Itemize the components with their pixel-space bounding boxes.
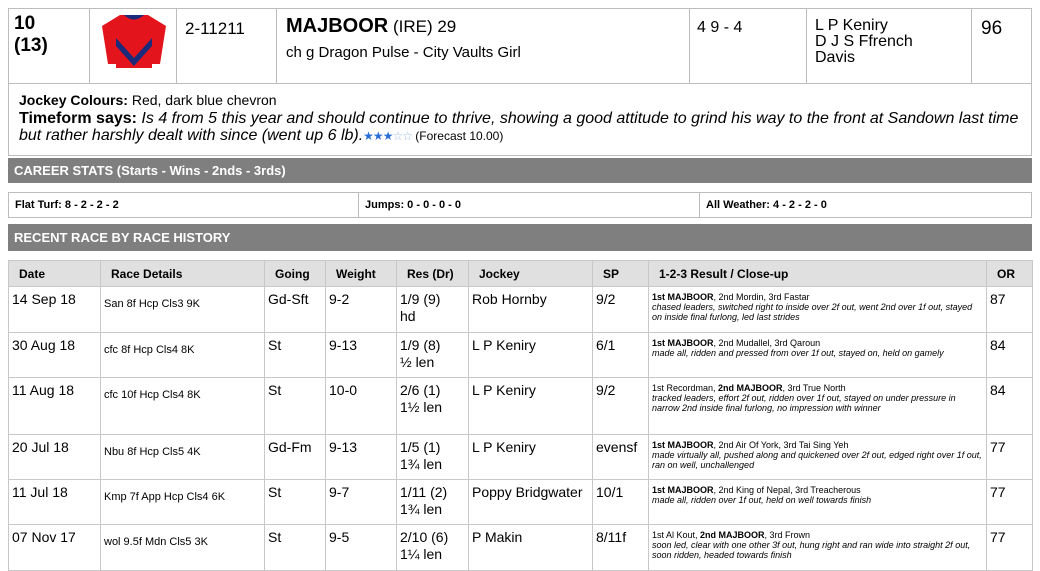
cell-race-details[interactable]: Kmp 7f App Hcp Cls4 6K	[101, 480, 265, 525]
jockey-silk-icon	[100, 12, 168, 70]
cell-going: St	[265, 480, 326, 525]
number-cell	[8, 8, 90, 84]
cell-race-details[interactable]: Nbu 8f Hcp Cls5 4K	[101, 435, 265, 480]
cell-jockey[interactable]: Rob Hornby	[469, 287, 593, 333]
cell-result	[397, 378, 469, 435]
result-distance: hd	[400, 308, 416, 324]
cell-result	[397, 333, 469, 378]
cell-date: 11 Jul 18	[9, 480, 101, 525]
cell-going: Gd-Sft	[265, 287, 326, 333]
table-row[interactable]	[9, 287, 1033, 333]
career-stats-row	[8, 192, 1032, 218]
cell-result	[397, 480, 469, 525]
cell-date: 11 Aug 18	[9, 378, 101, 435]
cell-jockey[interactable]: Poppy Bridgwater	[469, 480, 593, 525]
result-position: 1/5 (1)	[400, 439, 441, 455]
cell-going: St	[265, 378, 326, 435]
result-line	[652, 440, 983, 450]
result-post: , 3rd Frown	[764, 530, 811, 540]
trainer-jockey	[815, 18, 913, 66]
result-pre: 1st Al Kout,	[652, 530, 698, 540]
result-position: 1/11 (2)	[400, 484, 448, 500]
cell-jockey[interactable]: P Makin	[469, 525, 593, 571]
connections-cell	[806, 8, 972, 84]
table-row[interactable]	[9, 525, 1033, 571]
cell-close-up	[649, 525, 987, 571]
connection-line-1: L P Keniry	[815, 17, 888, 34]
col-header-jockey[interactable]: Jockey	[469, 261, 593, 287]
cell-race-details[interactable]: wol 9.5f Mdn Cls5 3K	[101, 525, 265, 571]
cell-result	[397, 435, 469, 480]
runner-draw: (13)	[14, 35, 48, 56]
cell-close-up	[649, 287, 987, 333]
jockey-colours-label: Jockey Colours:	[19, 92, 128, 108]
name-cell	[276, 8, 690, 84]
connection-line-3: Davis	[815, 49, 856, 66]
result-line	[652, 338, 983, 348]
cell-close-up	[649, 435, 987, 480]
age-weight: 4 9 - 4	[697, 19, 743, 36]
cell-sp: evensf	[593, 435, 649, 480]
cell-date: 07 Nov 17	[9, 525, 101, 571]
table-row[interactable]	[9, 435, 1033, 480]
table-row[interactable]	[9, 480, 1033, 525]
col-header-race-details[interactable]: Race Details	[101, 261, 265, 287]
result-line	[652, 292, 983, 302]
cell-race-details[interactable]: cfc 8f Hcp Cls4 8K	[101, 333, 265, 378]
rating-cell	[971, 8, 1032, 84]
table-header-row	[9, 261, 1033, 287]
forecast-price: (Forecast 10.00)	[411, 129, 504, 143]
jockey-colours	[19, 92, 277, 108]
cell-weight: 10-0	[326, 378, 397, 435]
col-header-result[interactable]: Res (Dr)	[397, 261, 469, 287]
result-position: 2/10 (6)	[400, 529, 449, 545]
cell-going: Gd-Fm	[265, 435, 326, 480]
close-up-comment: made all, ridden over 1f out, held on well towards finish	[652, 495, 872, 505]
race-history-header: RECENT RACE BY RACE HISTORY	[8, 224, 1032, 251]
cell-sp: 8/11f	[593, 525, 649, 571]
career-stats-header: CAREER STATS (Starts - Wins - 2nds - 3rds)	[8, 158, 1032, 183]
cell-or: 77	[987, 435, 1033, 480]
cell-weight: 9-7	[326, 480, 397, 525]
col-header-weight[interactable]: Weight	[326, 261, 397, 287]
close-up-comment: made virtually all, pushed along and quickened over 2f out, edged right over 1f out, ran on well, unchallenged	[652, 450, 982, 470]
result-first: 1st MAJBOOR	[652, 440, 714, 450]
result-distance: 1¾ len	[400, 501, 443, 517]
cell-sp: 10/1	[593, 480, 649, 525]
col-header-or[interactable]: OR	[987, 261, 1033, 287]
result-mid: , 2nd Mordin, 3rd Fastar	[713, 292, 810, 302]
cell-or: 77	[987, 480, 1033, 525]
result-line	[652, 530, 983, 540]
cell-race-details[interactable]: cfc 10f Hcp Cls4 8K	[101, 378, 265, 435]
form-cell	[176, 8, 277, 84]
cell-close-up	[649, 480, 987, 525]
result-distance: 1¼ len	[400, 546, 443, 562]
silk-cell	[89, 8, 177, 84]
cell-weight: 9-5	[326, 525, 397, 571]
age-weight-cell	[689, 8, 807, 84]
result-mid: , 2nd King of Nepal, 3rd Treacherous	[713, 485, 861, 495]
horse-title	[286, 15, 456, 38]
result-distance: ½ len	[400, 354, 435, 370]
cell-or: 77	[987, 525, 1033, 571]
result-first: 1st MAJBOOR	[652, 338, 714, 348]
cell-jockey[interactable]: L P Keniry	[469, 435, 593, 480]
connection-line-2: D J S Ffrench	[815, 33, 913, 50]
cell-weight: 9-13	[326, 435, 397, 480]
horse-name[interactable]: MAJBOOR	[286, 15, 389, 37]
runner-form: 2-11211	[185, 19, 245, 38]
table-row[interactable]	[9, 333, 1033, 378]
result-first: 1st MAJBOOR	[652, 485, 714, 495]
cell-result	[397, 525, 469, 571]
cell-going: St	[265, 333, 326, 378]
cell-date: 14 Sep 18	[9, 287, 101, 333]
star-rating-icon	[363, 129, 412, 143]
col-header-date[interactable]: Date	[9, 261, 101, 287]
cell-or: 84	[987, 378, 1033, 435]
cell-sp: 6/1	[593, 333, 649, 378]
cell-weight: 9-13	[326, 333, 397, 378]
cell-result	[397, 287, 469, 333]
col-header-going[interactable]: Going	[265, 261, 326, 287]
career-jumps: Jumps: 0 - 0 - 0 - 0	[365, 199, 461, 211]
cell-sp: 9/2	[593, 287, 649, 333]
divider	[358, 192, 359, 218]
cell-close-up	[649, 378, 987, 435]
result-mid: , 2nd Mudallel, 3rd Qaroun	[713, 338, 821, 348]
cell-sp: 9/2	[593, 378, 649, 435]
result-pre: 1st Recordman,	[652, 383, 716, 393]
result-position: 1/9 (9)	[400, 291, 441, 307]
result-post: , 3rd True North	[782, 383, 846, 393]
cell-going: St	[265, 525, 326, 571]
stars-filled: ★★★	[363, 129, 393, 143]
timeform-label: Timeform says:	[19, 110, 137, 127]
result-first: 1st MAJBOOR	[652, 292, 714, 302]
col-header-close-up[interactable]: 1-2-3 Result / Close-up	[649, 261, 987, 287]
close-up-comment: made all, ridden and pressed from over 1f out, stayed on, held on gamely	[652, 348, 944, 358]
runner-rating: 96	[981, 18, 1003, 39]
result-bold: 2nd MAJBOOR	[715, 383, 783, 393]
stars-empty: ☆☆	[392, 129, 412, 143]
result-position: 2/6 (1)	[400, 382, 441, 398]
result-line	[652, 485, 983, 495]
race-history-table	[8, 260, 1033, 571]
result-distance: 1¾ len	[400, 456, 443, 472]
result-bold: 2nd MAJBOOR	[697, 530, 765, 540]
runner-number: 10	[14, 13, 36, 34]
career-flat: Flat Turf: 8 - 2 - 2 - 2	[15, 199, 119, 211]
jockey-colours-value: Red, dark blue chevron	[127, 92, 277, 108]
info-box	[8, 84, 1032, 156]
cell-jockey[interactable]: L P Keniry	[469, 378, 593, 435]
cell-date: 30 Aug 18	[9, 333, 101, 378]
cell-date: 20 Jul 18	[9, 435, 101, 480]
cell-or: 84	[987, 333, 1033, 378]
cell-close-up	[649, 333, 987, 378]
result-line	[652, 383, 983, 393]
cell-race-details[interactable]: San 8f Hcp Cls3 9K	[101, 287, 265, 333]
divider	[699, 192, 700, 218]
close-up-comment: tracked leaders, effort 2f out, ridden over 1f out, stayed on under pressure in narrow 2nd inside final furlong, no impression with winner	[652, 393, 956, 413]
close-up-comment: soon led, clear with one other 3f out, hung right and ran wide into straight 2f out, soon ridden, headed towards finish	[652, 540, 971, 560]
career-all-weather: All Weather: 4 - 2 - 2 - 0	[706, 199, 827, 211]
result-position: 1/9 (8)	[400, 337, 441, 353]
col-header-sp[interactable]: SP	[593, 261, 649, 287]
cell-weight: 9-2	[326, 287, 397, 333]
cell-jockey[interactable]: L P Keniry	[469, 333, 593, 378]
close-up-comment: chased leaders, switched right to inside over 2f out, went 2nd over 1f out, stayed on inside final furlong, led last strides	[652, 302, 973, 322]
result-mid: , 2nd Air Of York, 3rd Tai Sing Yeh	[713, 440, 849, 450]
horse-country-age: (IRE) 29	[388, 17, 457, 36]
cell-or: 87	[987, 287, 1033, 333]
table-row[interactable]	[9, 378, 1033, 435]
horse-breeding: ch g Dragon Pulse - City Vaults Girl	[286, 44, 521, 61]
result-distance: 1½ len	[400, 399, 443, 415]
timeform-comment: Is 4 from 5 this year and should continue to thrive, showing a good attitude to grind his way to the front at Sandown last time but rather harshly dealt with since (went up 6 lb).	[19, 110, 1019, 144]
timeform-says	[19, 110, 1027, 145]
